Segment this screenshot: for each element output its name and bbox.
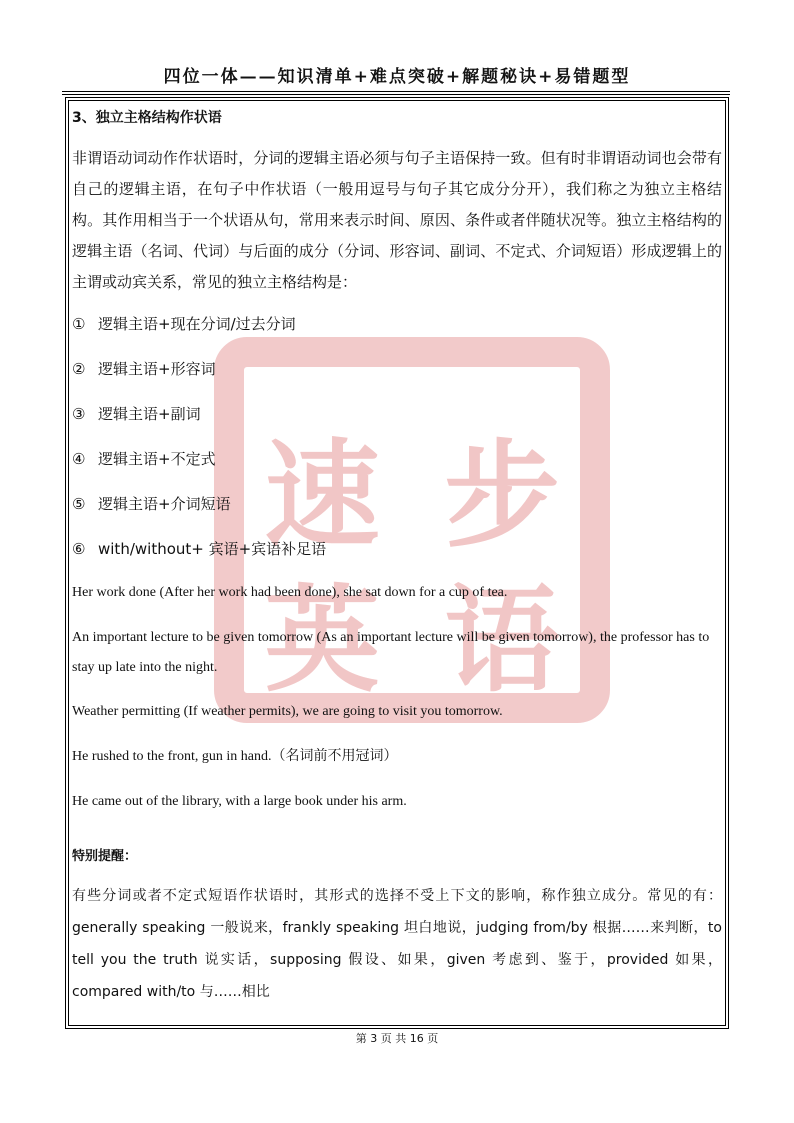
page-header-title: 四位一体——知识清单+难点突破+解题秘诀+易错题型 bbox=[163, 67, 631, 87]
list-item bbox=[72, 398, 722, 443]
example-sentence-3: Weather permitting (If weather permits), we are going to visit you tomorrow. bbox=[72, 704, 503, 719]
watermark-char-4: 语 bbox=[444, 574, 560, 708]
example-sentence-5: He came out of the library, with a large book under his arm. bbox=[72, 794, 407, 809]
item-number: ② bbox=[72, 360, 86, 378]
example-sentence-4: He rushed to the front, gun in hand.（名词前不用冠词） bbox=[72, 749, 398, 764]
page-footer: 第 3 页 共 16 页 bbox=[355, 1032, 439, 1045]
item-number: ① bbox=[72, 315, 86, 333]
list-item bbox=[72, 353, 722, 398]
watermark-char-2: 步 bbox=[444, 429, 560, 563]
list-item bbox=[72, 443, 722, 488]
item-text: 逻辑主语+现在分词/过去分词 bbox=[98, 315, 296, 333]
item-number: ④ bbox=[72, 450, 86, 468]
list-item bbox=[72, 488, 722, 533]
item-text: 逻辑主语+副词 bbox=[98, 405, 201, 423]
item-text: 逻辑主语+形容词 bbox=[98, 360, 216, 378]
watermark-char-1: 速 bbox=[264, 429, 380, 563]
tip-label: 特别提醒： bbox=[72, 849, 138, 864]
item-text: 逻辑主语+不定式 bbox=[98, 450, 216, 468]
item-number: ③ bbox=[72, 405, 86, 423]
item-text: 逻辑主语+介词短语 bbox=[98, 495, 231, 513]
section-title: 3、独立主格结构作状语 bbox=[72, 110, 222, 126]
header-rule bbox=[62, 91, 730, 95]
item-text: with/without+ 宾语+宾语补足语 bbox=[98, 540, 327, 558]
main-content bbox=[72, 103, 722, 1008]
tip-paragraph: 有些分词或者不定式短语作状语时，其形式的选择不受上下文的影响，称作独立成分。常见的有：generally speaking 一般说来，frankly speaking 坦白地说，judging from/by 根据……来判断，to tell you the truth 说实话，supposing 假设、如果，given 考虑到、鉴于，provided 如果，compared with/to 与……相比 bbox=[72, 888, 722, 1000]
intro-paragraph: 非谓语动词动作作状语时，分词的逻辑主语必须与句子主语保持一致。但有时非谓语动词也会带有自己的逻辑主语，在句子中作状语（一般用逗号与句子其它成分分开），我们称之为独立主格结构。其作用相当于一个状语从句，常用来表示时间、原因、条件或者伴随状况等。独立主格结构的逻辑主语（名词、代词）与后面的成分（分词、形容词、副词、不定式、介词短语）形成逻辑上的主谓或动宾关系，常见的独立主格结构是： bbox=[72, 149, 722, 291]
item-number: ⑤ bbox=[72, 495, 86, 513]
item-number: ⑥ bbox=[72, 540, 86, 558]
structure-list bbox=[72, 308, 722, 578]
example-sentence-1: Her work done (After her work had been done), she sat down for a cup of tea. bbox=[72, 585, 508, 600]
list-item bbox=[72, 308, 722, 353]
example-sentence-2: An important lecture to be given tomorrow (As an important lecture will be given tomorrow), the professor has to stay up late into the night. bbox=[72, 630, 710, 675]
watermark-char-3: 英 bbox=[264, 574, 380, 708]
list-item bbox=[72, 533, 722, 578]
